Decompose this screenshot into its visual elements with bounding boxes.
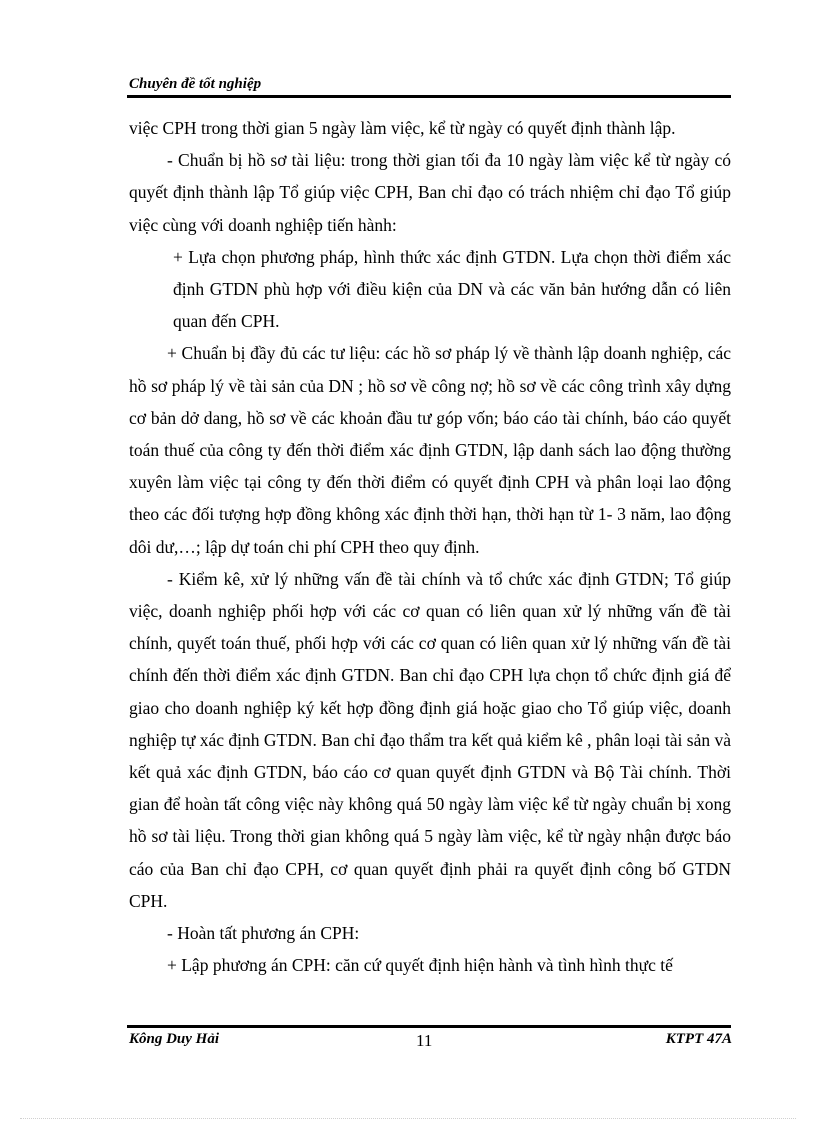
paragraph-select-method: + Lựa chọn phương pháp, hình thức xác định GTDN. Lựa chọn thời điểm xác định GTDN phù hợp với điều kiện của DN và các văn bản hướng dẫn có liên quan đến CPH. xyxy=(173,246,731,332)
paragraph-inventory: - Kiểm kê, xử lý những vấn đề tài chính và tổ chức xác định GTDN; Tổ giúp việc, doanh nghiệp phối hợp với các cơ quan có liên quan xử lý những vấn đề tài chính, quyết toán thuế, phối hợp với các cơ quan có liên quan xử lý những vấn đề tài chính đến thời điểm xác định GTDN. Ban chỉ đạo CPH lựa chọn tổ chức định giá để giao cho doanh nghiệp ký kết hợp đồng định giá hoặc giao cho Tổ giúp việc, doanh nghiệp tự xác định GTDN. Ban chỉ đạo thẩm tra kết quả kiểm kê , phân loại tài sản và kết quả xác định GTDN, báo cáo cơ quan quyết định GTDN và Bộ Tài chính. Thời gian để hoàn tất công việc này không quá 50 ngày làm việc kể từ ngày chuẩn bị xong hồ sơ tài liệu. Trong thời gian không quá 5 ngày làm việc, kể từ ngày nhận được báo cáo của Ban chỉ đạo CPH, cơ quan quyết định phải ra quyết định công bố GTDN CPH. xyxy=(129,568,731,911)
footer-divider xyxy=(127,1025,731,1028)
page-number: 11 xyxy=(416,1031,433,1050)
paragraph-complete-plan: - Hoàn tất phương án CPH: xyxy=(167,923,360,944)
header-title: Chuyên đề tốt nghiệp xyxy=(129,76,262,92)
footer-author: Kông Duy Hải xyxy=(129,1031,220,1047)
paragraph-prepare-materials: + Chuẩn bị đầy đủ các tư liệu: các hồ sơ pháp lý về thành lập doanh nghiệp, các hồ sơ pháp lý về tài sản của DN ; hồ sơ về công nợ; hồ sơ về các công trình xây dựng cơ bản dở dang, hồ sơ về các khoản đầu tư góp vốn; báo cáo tài chính, báo cáo quyết toán thuế của công ty đến thời điểm xác định GTDN, lập danh sách lao động thường xuyên làm việc tại công ty đến thời điểm có quyết định CPH và phân loại lao động theo các đối tượng hợp đồng không xác định thời hạn, thời hạn từ 1- 3 năm, lao động dôi dư,…; lập dự toán chi phí CPH theo quy định. xyxy=(129,343,731,557)
paragraph-make-plan: + Lập phương án CPH: căn cứ quyết định hiện hành và tình hình thực tế xyxy=(167,955,673,976)
page-edge-divider xyxy=(20,1118,796,1119)
paragraph-prepare-documents: - Chuẩn bị hồ sơ tài liệu: trong thời gian tối đa 10 ngày làm việc kể từ ngày có quyết định thành lập Tổ giúp việc CPH, Ban chỉ đạo có trách nhiệm chỉ đạo Tổ giúp việc cùng với doanh nghiệp tiến hành: xyxy=(129,150,731,235)
document-body xyxy=(129,112,731,981)
paragraph-continuation: việc CPH trong thời gian 5 ngày làm việc, kể từ ngày có quyết định thành lập. xyxy=(129,118,676,138)
header-divider xyxy=(127,95,731,98)
footer-class-code: KTPT 47A xyxy=(665,1031,732,1047)
